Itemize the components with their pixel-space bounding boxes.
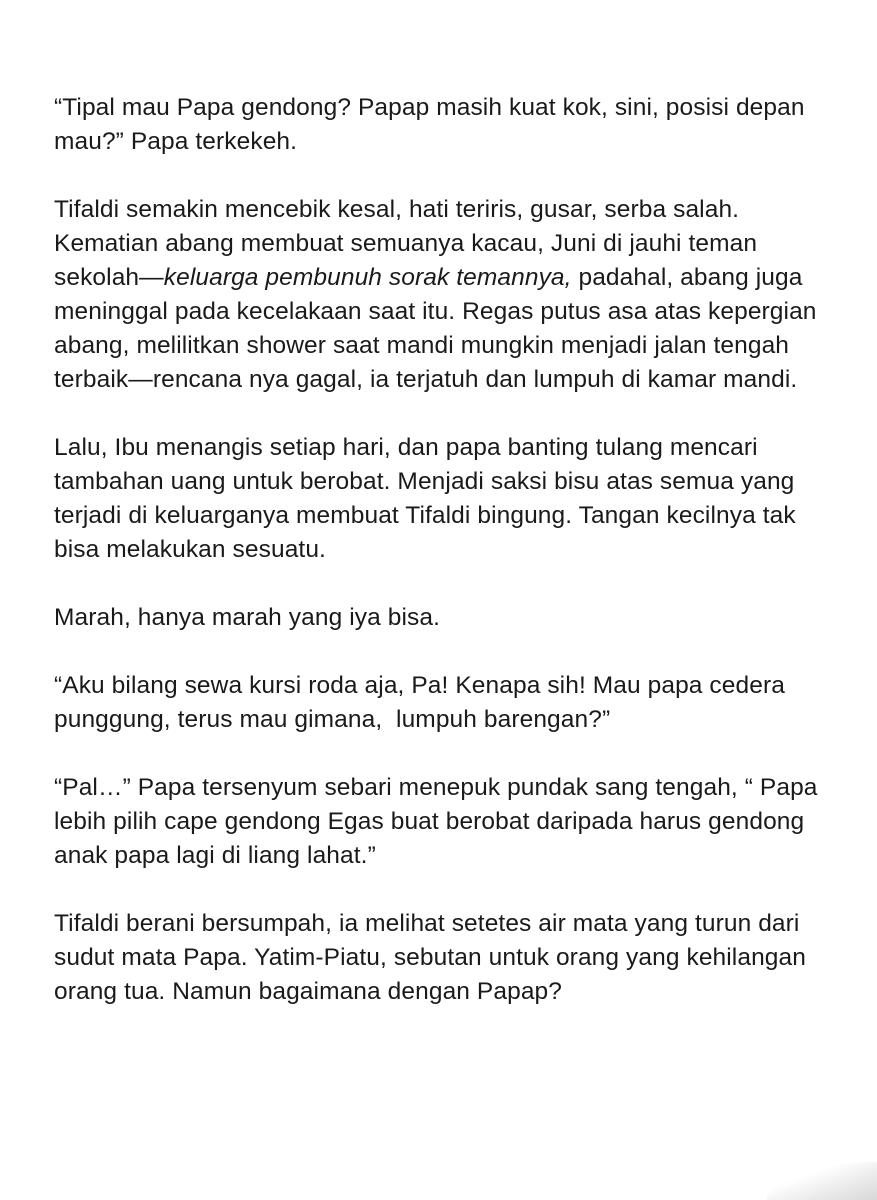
paragraph-3: Lalu, Ibu menangis setiap hari, dan papa banting tulang mencari tambahan uang untuk berobat. Menjadi saksi bisu atas semua yang terjadi di keluarganya membuat Tifaldi bingung. Tangan kecilnya tak bisa melakukan sesuatu. <box>54 434 803 563</box>
paragraph-2-italic: keluarga pembunuh sorak temannya, <box>163 264 572 291</box>
paragraph-1: “Tipal mau Papa gendong? Papap masih kuat kok, sini, posisi depan mau?” Papa terkekeh. <box>54 94 812 155</box>
paragraph-6: “Pal…” Papa tersenyum sebari menepuk pundak sang tengah, “ Papa lebih pilih cape gendong Egas buat berobat daripada harus gendong anak papa lagi di liang lahat.” <box>54 774 825 869</box>
paragraph-7: Tifaldi berani bersumpah, ia melihat setetes air mata yang turun dari sudut mata Papa. Yatim-Piatu, sebutan untuk orang yang kehilangan orang tua. Namun bagaimana dengan Papap? <box>54 910 813 1005</box>
story-text <box>54 91 834 1043</box>
paragraph-2-after: padahal, abang juga meninggal pada kecelakaan saat itu. Regas putus asa atas kepergian abang, melilitkan shower saat mandi mungkin menjadi jalan tengah terbaik—rencana nya gagal, ia terjatuh dan lumpuh di kamar mandi. <box>54 264 824 393</box>
paragraph-5: “Aku bilang sewa kursi roda aja, Pa! Kenapa sih! Mau papa cedera punggung, terus mau gimana, lumpuh barengan?” <box>54 672 792 733</box>
paragraph-2 <box>54 193 834 397</box>
paragraph-4: Marah, hanya marah yang iya bisa. <box>54 604 440 631</box>
page-corner-shadow <box>767 1162 877 1200</box>
paragraph-2-before: Tifaldi semakin mencebik kesal, hati teriris, gusar, serba salah. Kematian abang membuat semuanya kacau, Juni di jauhi teman sekolah— <box>54 196 765 291</box>
